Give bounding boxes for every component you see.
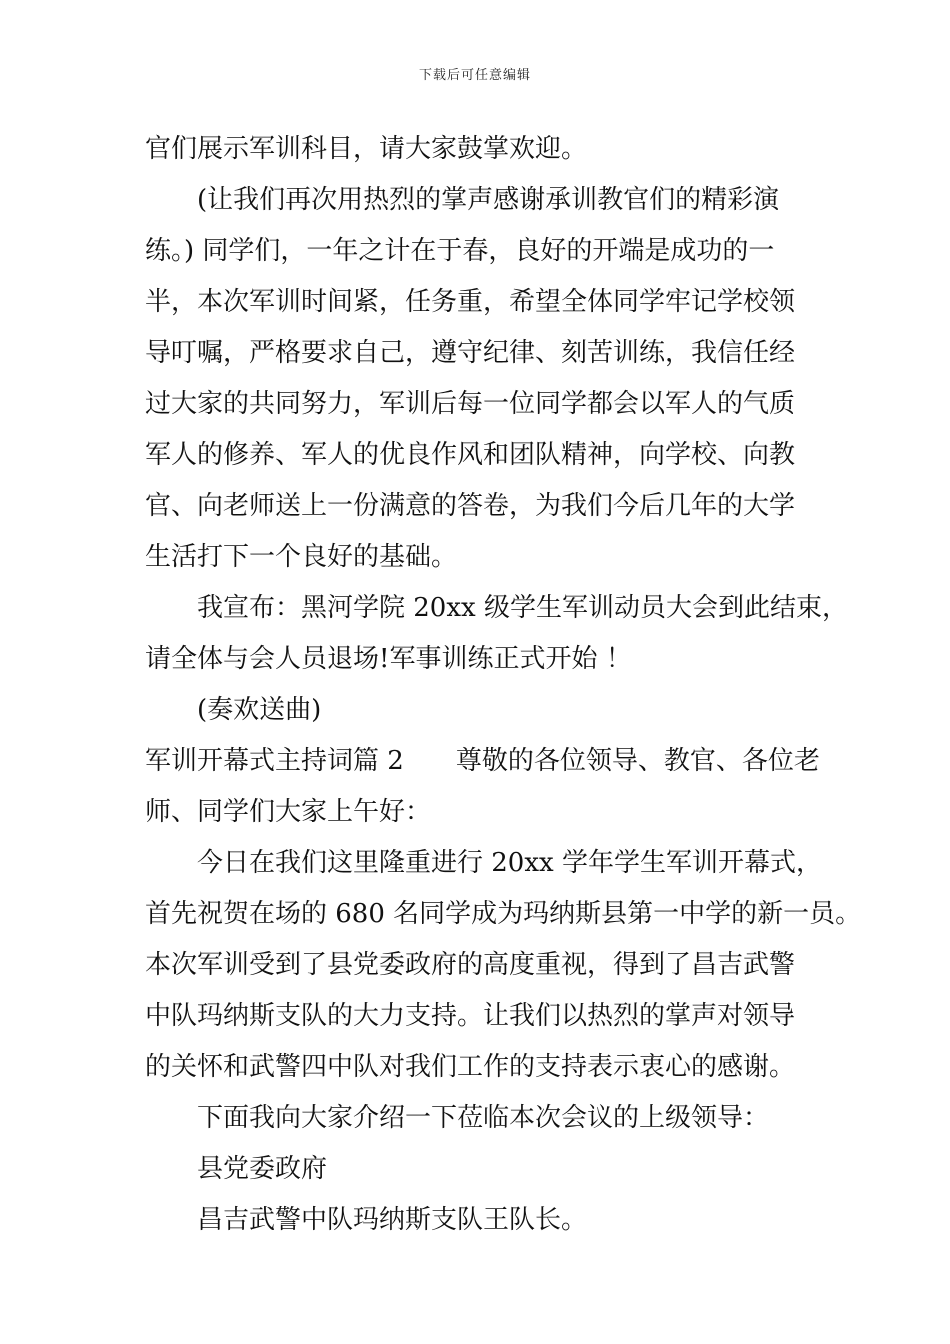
text-line: 昌吉武警中队玛纳斯支队王队长。 (197, 1205, 588, 1235)
text-line: 尊敬的各位领导、教官、各位老 (455, 746, 820, 776)
text-line: 官们展示军训科目，请大家鼓掌欢迎。 (145, 134, 588, 164)
section-title-line (145, 736, 820, 787)
text-line: 过大家的共同努力，军训后每一位同学都会以军人的气质 (145, 389, 796, 419)
text-line: 半，本次军训时间紧，任务重，希望全体同学牢记学校领 (145, 287, 796, 317)
text-line: (奏欢送曲) (197, 695, 322, 725)
section-title: 军训开幕式主持词篇 2 (145, 746, 404, 776)
text-line: 生活打下一个良好的基础。 (145, 542, 458, 572)
text-line: 师、同学们大家上午好： (145, 797, 432, 827)
text-line: 今日在我们这里隆重进行 20xx 学年学生军训开幕式， (197, 848, 822, 878)
text-line: 官、向老师送上一份满意的答卷，为我们今后几年的大学 (145, 491, 796, 521)
text-line: 的关怀和武警四中队对我们工作的支持表示衷心的感谢。 (145, 1052, 796, 1082)
text-line: 军人的修养、军人的优良作风和团队精神，向学校、向教 (145, 440, 796, 470)
text-line: 县党委政府 (197, 1154, 328, 1184)
text-line: 中队玛纳斯支队的大力支持。让我们以热烈的掌声对领导 (145, 1001, 796, 1031)
text-line: 首先祝贺在场的 680 名同学成为玛纳斯县第一中学的新一员。 (145, 899, 862, 929)
text-line: 本次军训受到了县党委政府的高度重视，得到了昌吉武警 (145, 950, 796, 980)
text-line: 下面我向大家介绍一下莅临本次会议的上级领导： (197, 1103, 770, 1133)
text-line: 导叮嘱，严格要求自己，遵守纪律、刻苦训练，我信任经 (145, 338, 796, 368)
page-header-note: 下载后可任意编辑 (418, 68, 531, 83)
text-line: 练。) 同学们，一年之计在于春，良好的开端是成功的一 (145, 236, 775, 266)
text-line: 请全体与会人员退场!军事训练正式开始 ！ (145, 644, 632, 674)
text-line: (让我们再次用热烈的掌声感谢承训教官们的精彩演 (197, 185, 780, 215)
text-line: 我宣布：黑河学院 20xx 级学生军训动员大会到此结束， (197, 593, 848, 623)
body-text (145, 124, 862, 1246)
